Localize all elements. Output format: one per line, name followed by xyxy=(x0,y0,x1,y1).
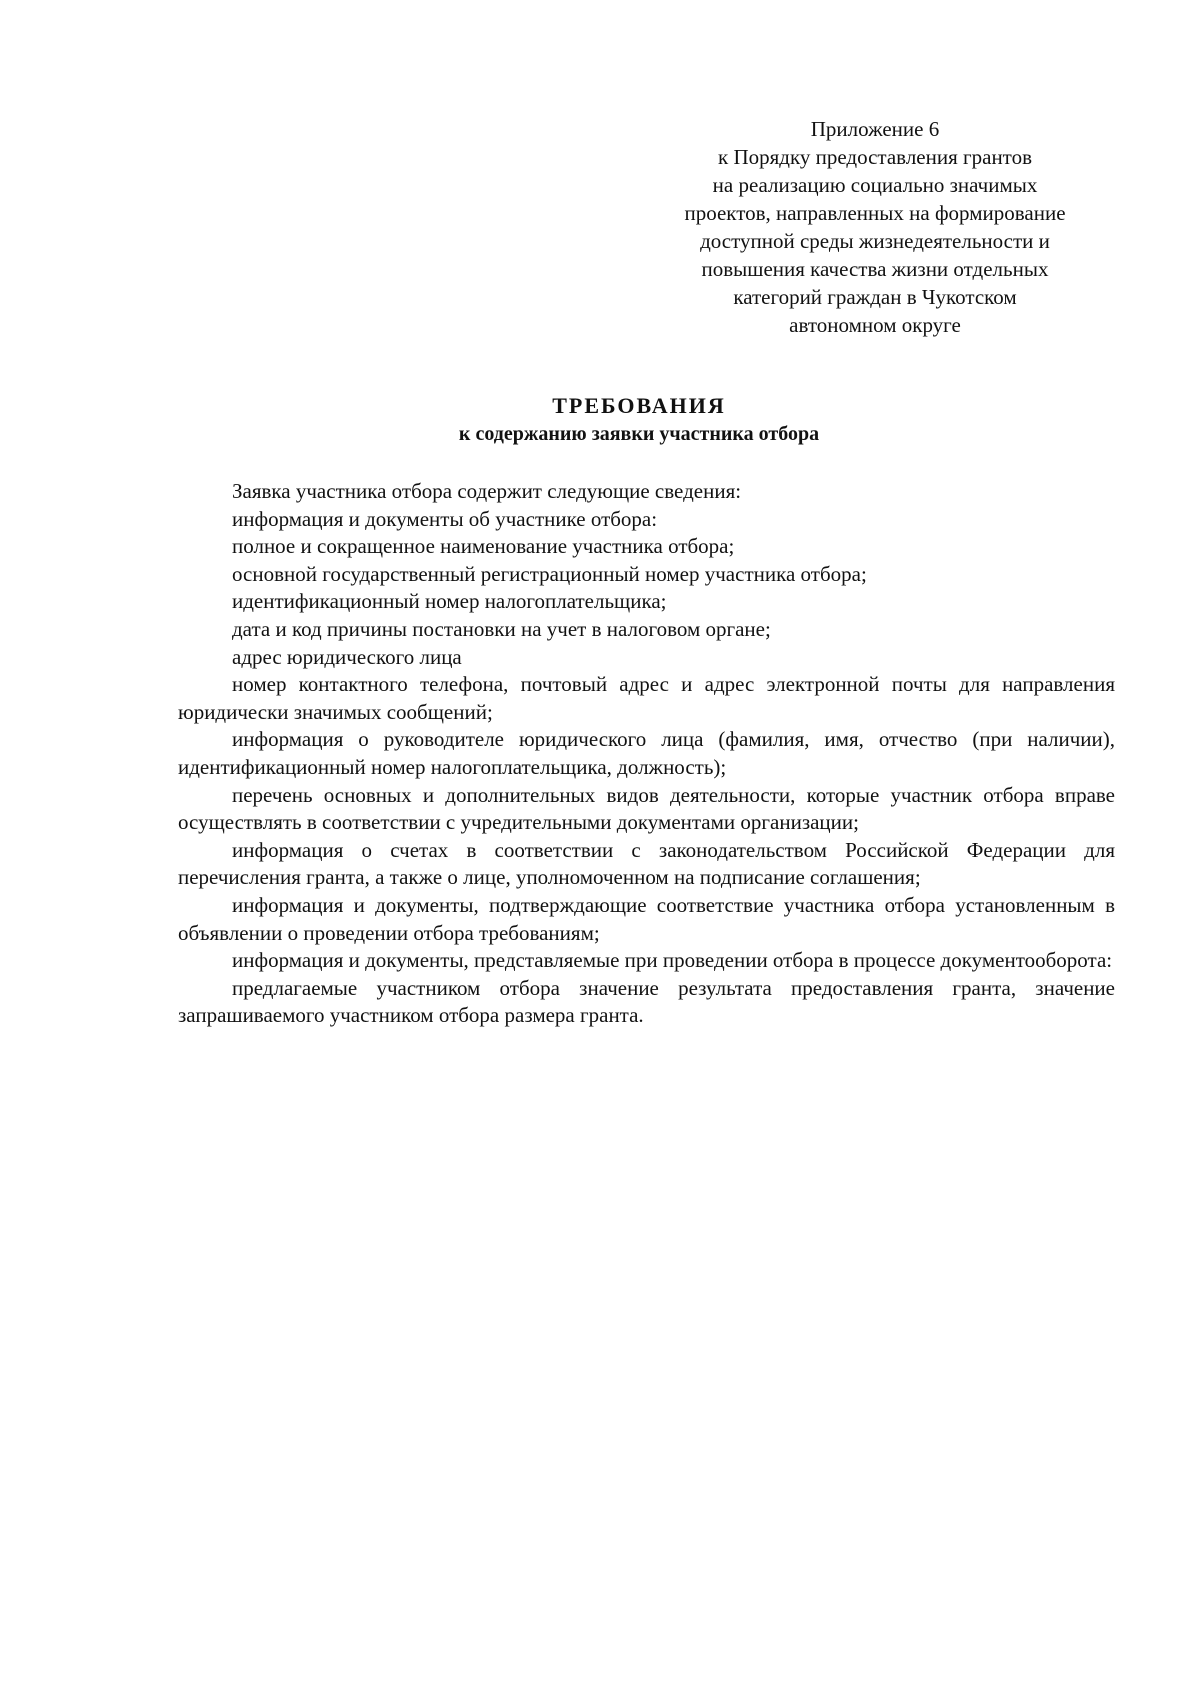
body-paragraph: адрес юридического лица xyxy=(232,644,462,669)
document-subtitle: к содержанию заявки участника отбора xyxy=(458,423,820,445)
body-paragraph: информация о счетах в соответствии с законодательством Российской Федерации для перечисления гранта, а также о лице, уполномоченном на подписание соглашения; xyxy=(178,837,1115,890)
body-paragraph: предлагаемые участником отбора значение результата предоставления гранта, значение запрашиваемого участником отбора размера гранта. xyxy=(178,975,1115,1028)
appendix-line: Приложение 6 xyxy=(810,117,940,141)
appendix-line: автономном округе xyxy=(789,313,961,337)
body-paragraph: информация о руководителе юридического лица (фамилия, имя, отчество (при наличии), идентификационный номер налогоплательщика, должность); xyxy=(178,727,1115,779)
appendix-line: повышения качества жизни отдельных xyxy=(701,257,1049,281)
appendix-line: на реализацию социально значимых xyxy=(712,173,1038,197)
appendix-header xyxy=(655,115,1095,339)
body-paragraph: информация и документы, подтверждающие соответствие участника отбора установленным в объявлении о проведении отбора требованиям; xyxy=(178,892,1115,945)
document-heading xyxy=(178,392,1100,448)
body-paragraph: полное и сокращенное наименование участника отбора; xyxy=(232,534,735,559)
appendix-line: доступной среды жизнедеятельности и xyxy=(700,229,1050,253)
appendix-line: к Порядку предоставления грантов xyxy=(718,145,1032,169)
body-paragraph: номер контактного телефона, почтовый адрес и адрес электронной почты для направления юридически значимых сообщений; xyxy=(178,672,1115,724)
document-title: ТРЕБОВАНИЯ xyxy=(552,393,726,418)
body-paragraph: перечень основных и дополнительных видов деятельности, которые участник отбора вправе осуществлять в соответствии с учредительными документами организации; xyxy=(178,782,1115,835)
body-paragraph: Заявка участника отбора содержит следующие сведения: xyxy=(232,479,742,503)
document-body xyxy=(178,478,1115,1030)
body-paragraph: дата и код причины постановки на учет в налоговом органе; xyxy=(232,616,771,641)
appendix-line: проектов, направленных на формирование xyxy=(684,201,1066,225)
body-paragraph: основной государственный регистрационный номер участника отбора; xyxy=(232,561,867,586)
appendix-line: категорий граждан в Чукотском xyxy=(733,285,1017,309)
body-paragraph: идентификационный номер налогоплательщика; xyxy=(232,589,667,614)
body-paragraph: информация и документы об участнике отбора: xyxy=(232,506,658,531)
body-paragraph: информация и документы, представляемые при проведении отбора в процессе документооборота: xyxy=(232,948,1113,973)
